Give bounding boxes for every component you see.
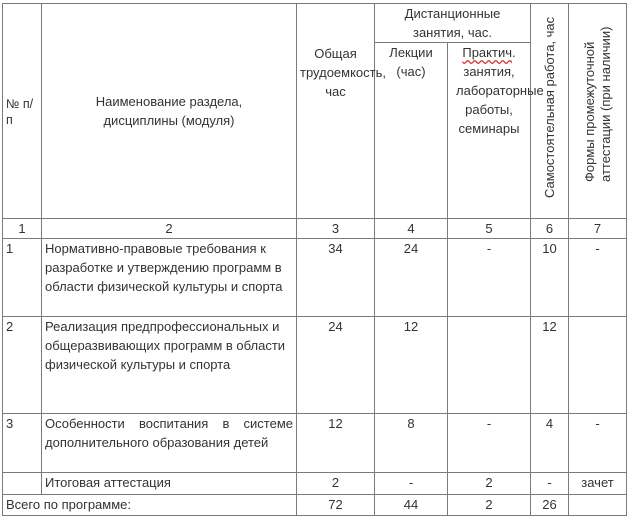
total-label: Всего по программе: bbox=[3, 495, 297, 516]
header-self-work: Самостоятельная работа, час bbox=[531, 4, 569, 219]
total-hours: 72 bbox=[297, 495, 375, 516]
header-lectures: Лекции (час) bbox=[375, 43, 448, 219]
table-row bbox=[3, 414, 627, 473]
row-form: зачет bbox=[569, 473, 627, 495]
index-cell: 1 bbox=[3, 219, 42, 239]
header-distance: Дистанционные занятия, час. bbox=[375, 4, 531, 43]
row-form bbox=[569, 317, 627, 414]
row-name: Реализация предпрофессиональных и общеразвивающих программ в области физической культуры и спорта bbox=[42, 317, 297, 414]
index-cell: 7 bbox=[569, 219, 627, 239]
table-row bbox=[3, 473, 627, 495]
header-practice: Практич. занятия, лабораторные работы, семинары bbox=[448, 43, 531, 219]
index-cell: 5 bbox=[448, 219, 531, 239]
header-num: № п/п bbox=[3, 4, 42, 219]
row-total: 12 bbox=[297, 414, 375, 473]
row-name: Нормативно-правовые требования к разработке и утверждению программ в области физической культуры и спорта bbox=[42, 239, 297, 317]
row-name: Особенности воспитания в системе дополнительного образования детей bbox=[42, 414, 297, 473]
row-practice: - bbox=[448, 239, 531, 317]
row-num: 1 bbox=[3, 239, 42, 317]
row-lectures: - bbox=[375, 473, 448, 495]
row-practice bbox=[448, 317, 531, 414]
row-form: - bbox=[569, 414, 627, 473]
row-self: 4 bbox=[531, 414, 569, 473]
row-self: 10 bbox=[531, 239, 569, 317]
row-lectures: 12 bbox=[375, 317, 448, 414]
total-form bbox=[569, 495, 627, 516]
total-lectures: 44 bbox=[375, 495, 448, 516]
header-attestation: Формы промежуточной аттестации (при наличии) bbox=[569, 4, 627, 219]
row-total: 24 bbox=[297, 317, 375, 414]
row-lectures: 24 bbox=[375, 239, 448, 317]
index-cell: 6 bbox=[531, 219, 569, 239]
row-total: 34 bbox=[297, 239, 375, 317]
row-num: 3 bbox=[3, 414, 42, 473]
row-self: - bbox=[531, 473, 569, 495]
row-num bbox=[3, 473, 42, 495]
row-practice: 2 bbox=[448, 473, 531, 495]
total-practice: 2 bbox=[448, 495, 531, 516]
row-self: 12 bbox=[531, 317, 569, 414]
header-total: Общая трудоемкость, час bbox=[297, 4, 375, 219]
row-name: Итоговая аттестация bbox=[42, 473, 297, 495]
table-row bbox=[3, 317, 627, 414]
row-total: 2 bbox=[297, 473, 375, 495]
index-row bbox=[3, 219, 627, 239]
row-lectures: 8 bbox=[375, 414, 448, 473]
header-name: Наименование раздела, дисциплины (модуля) bbox=[42, 4, 297, 219]
index-cell: 2 bbox=[42, 219, 297, 239]
row-form: - bbox=[569, 239, 627, 317]
row-num: 2 bbox=[3, 317, 42, 414]
total-self: 26 bbox=[531, 495, 569, 516]
index-cell: 4 bbox=[375, 219, 448, 239]
row-practice: - bbox=[448, 414, 531, 473]
table-row bbox=[3, 239, 627, 317]
index-cell: 3 bbox=[297, 219, 375, 239]
total-row bbox=[3, 495, 627, 516]
curriculum-table bbox=[2, 3, 627, 516]
